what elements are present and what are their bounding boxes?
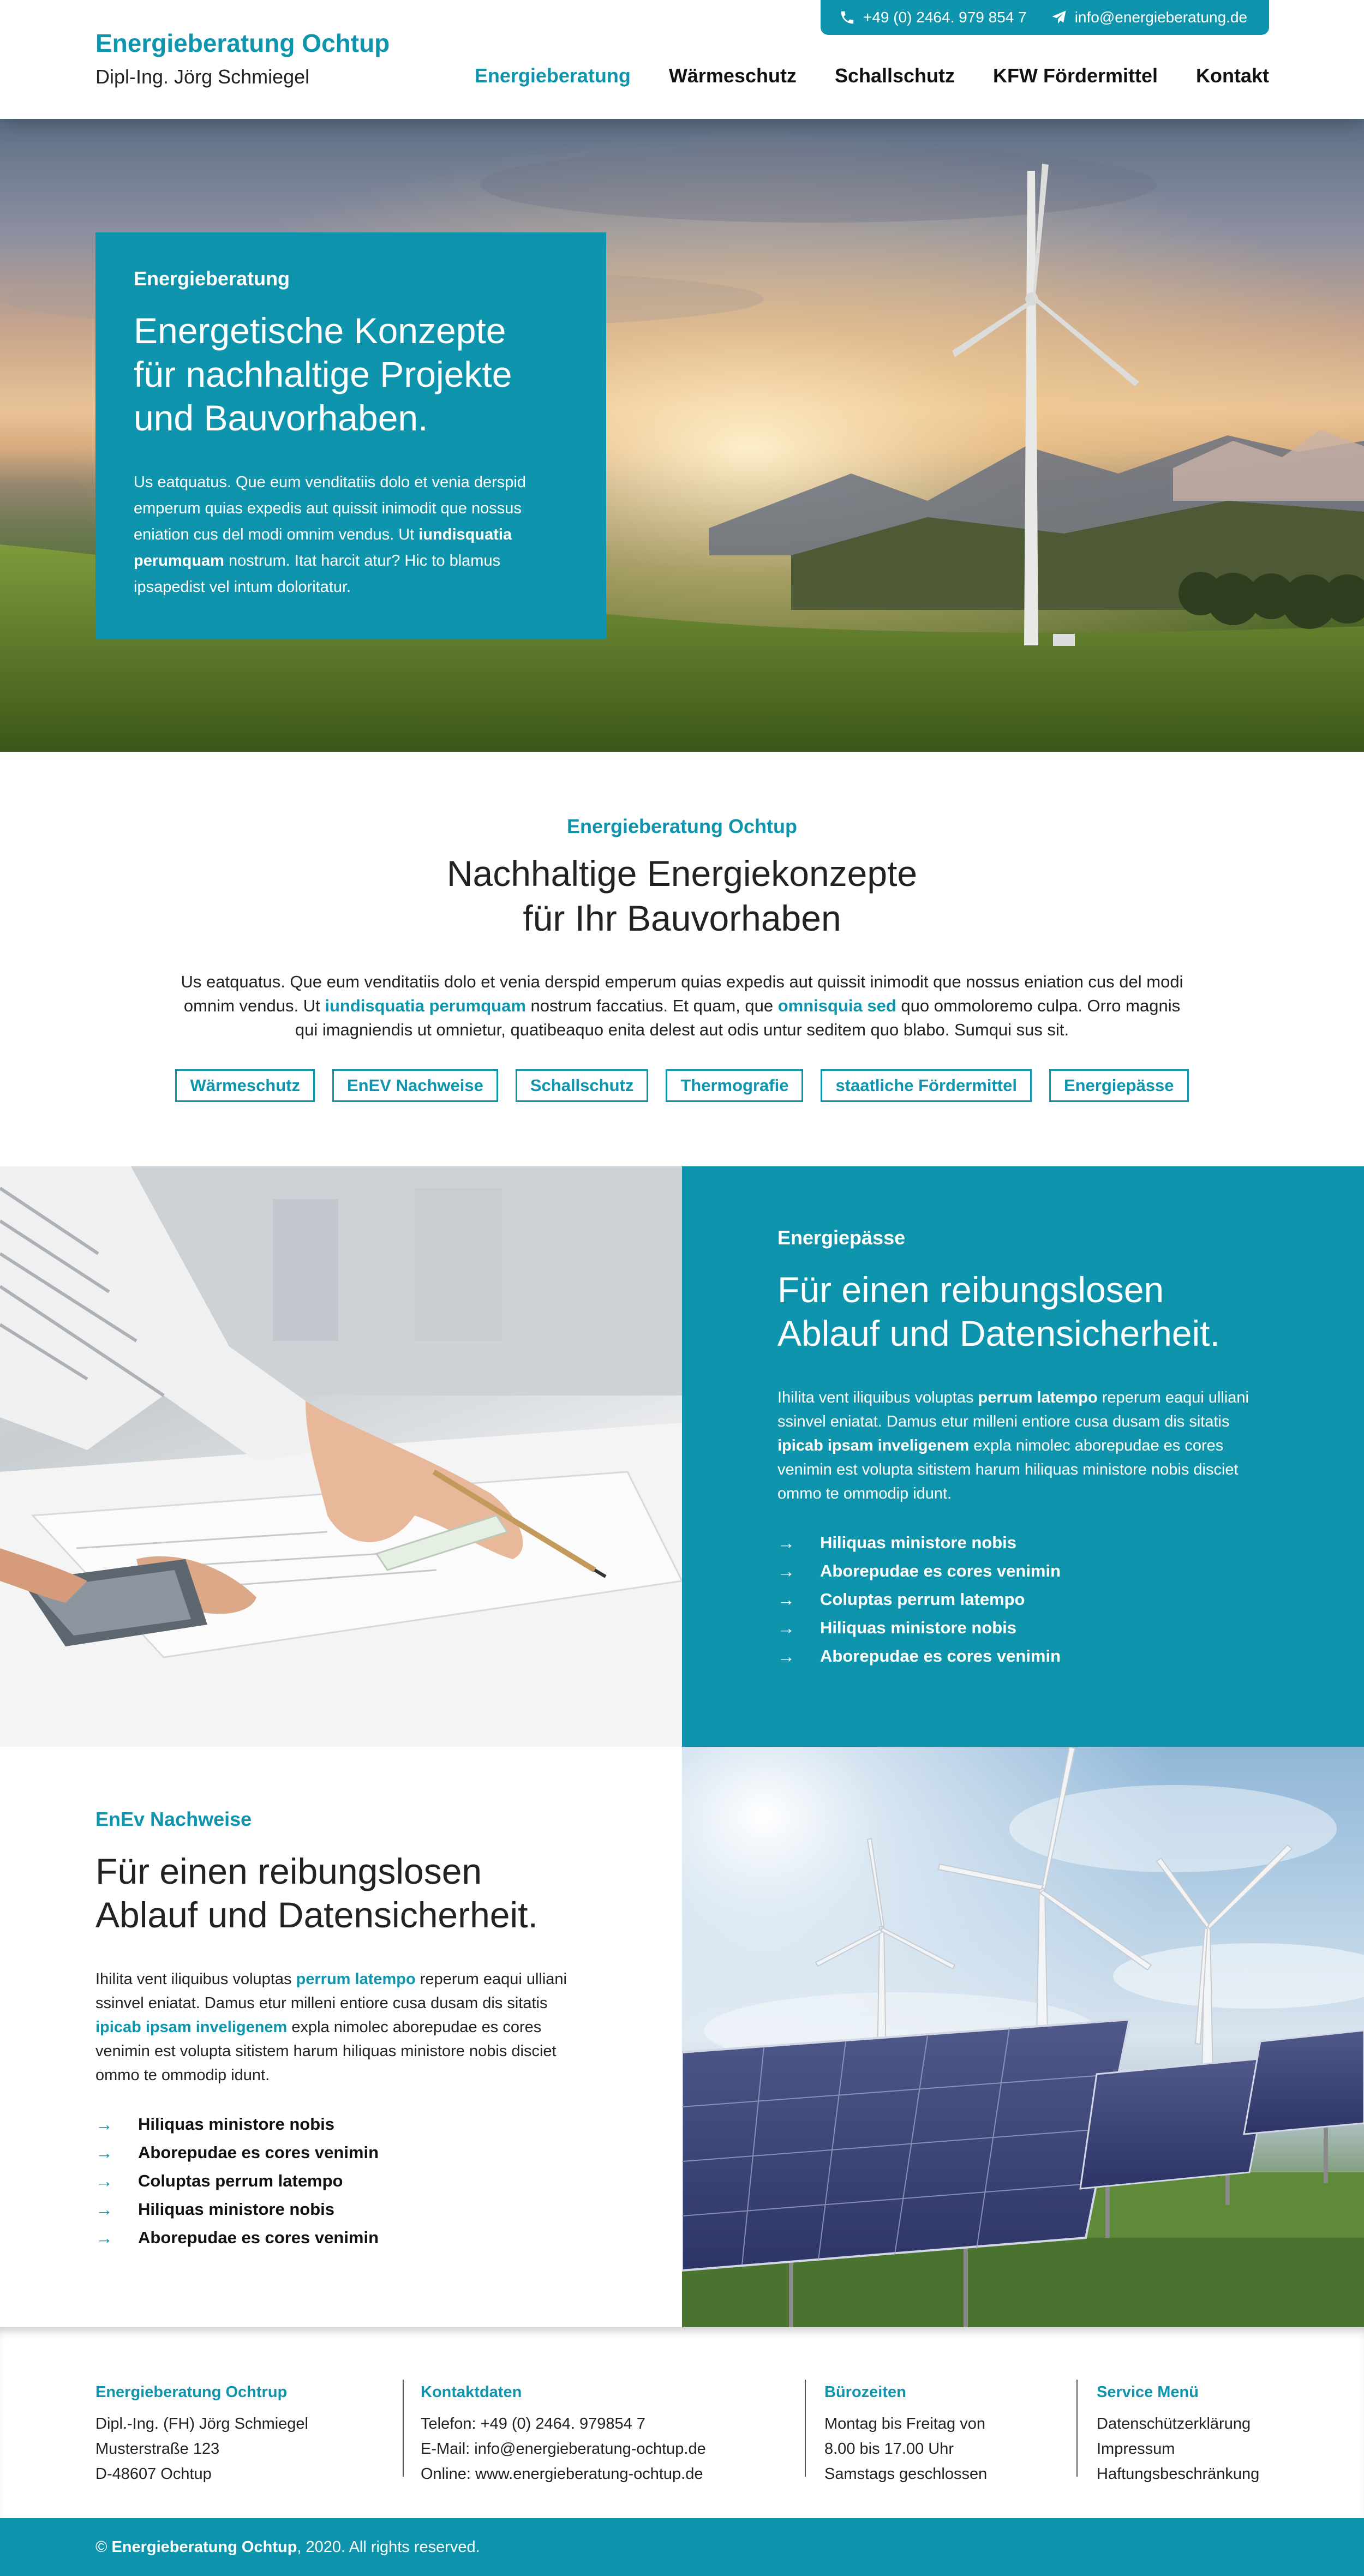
- section1-text: [777, 1386, 1268, 1506]
- footer-link-datenschutz[interactable]: Datenschützerklärung: [1097, 2415, 1251, 2433]
- footer-divider: [403, 2380, 404, 2477]
- list-item-label: Hiliquas ministore nobis: [138, 2114, 334, 2134]
- arrow-right-icon: →: [777, 1646, 795, 1666]
- hero-text-bold: iundisquatia perumquam: [134, 526, 512, 570]
- hero-title: [134, 309, 568, 440]
- tag-waermeschutz[interactable]: Wärmeschutz: [175, 1069, 315, 1102]
- site-footer: [0, 2327, 1364, 2518]
- footer-line: Dipl.-Ing. (FH) Jörg Schmiegel: [95, 2415, 308, 2433]
- footer-email[interactable]: E-Mail: info@energieberatung-ochtup.de: [421, 2440, 706, 2458]
- site-header: [0, 0, 1364, 119]
- intro-link[interactable]: iundisquatia perumquam: [325, 996, 526, 1015]
- architect-plans-illustration: [0, 1166, 682, 1747]
- intro-title-line1: Nachhaltige Energiekonzepte: [446, 853, 918, 894]
- footer-col-hours: [824, 2380, 987, 2487]
- solar-wind-illustration: [682, 1747, 1364, 2327]
- list-item: [777, 1585, 1268, 1614]
- nav-item-energieberatung[interactable]: Energieberatung: [474, 64, 631, 87]
- section2-text: [95, 1967, 587, 2087]
- energiepaesse-section: [682, 1166, 1364, 1747]
- footer-col-company: [95, 2380, 308, 2487]
- nav-item-kfw-foerdermittel[interactable]: KFW Fördermittel: [993, 64, 1158, 87]
- arrow-right-icon: →: [95, 2227, 113, 2248]
- section2-link[interactable]: ipicab ipsam inveligenem: [95, 2018, 288, 2036]
- copyright-brand: Energieberatung Ochtup: [111, 2538, 297, 2556]
- list-item-label: Coluptas perrum latempo: [138, 2171, 343, 2190]
- service-tags: [0, 1069, 1364, 1102]
- section1-title: [777, 1268, 1268, 1355]
- section2-eyebrow: EnEv Nachweise: [95, 1808, 252, 1830]
- nav-item-schallschutz[interactable]: Schallschutz: [834, 64, 955, 87]
- tag-energiepaesse[interactable]: Energiepässe: [1049, 1069, 1189, 1102]
- section1-title-line2: Ablauf und Datensicherheit.: [777, 1313, 1220, 1353]
- main-nav: [436, 64, 1269, 87]
- hero-text: [134, 469, 568, 600]
- hero-title-line2: für nachhaltige Projekte: [134, 354, 512, 394]
- footer-col-title: Energieberatung Ochtrup: [95, 2383, 288, 2401]
- email-address: info@energieberatung.de: [1074, 9, 1248, 26]
- list-item: [777, 1614, 1268, 1642]
- footer-line: Samstags geschlossen: [824, 2465, 988, 2483]
- arrow-right-icon: →: [95, 2142, 113, 2162]
- intro-eyebrow: Energieberatung Ochtup: [566, 815, 798, 837]
- phone-number: +49 (0) 2464. 979 854 7: [863, 9, 1027, 26]
- contact-bar: [821, 0, 1269, 35]
- hero-text-part: Us eatquatus. Que eum venditatiis dolo et venia derspid emperum quias expedis aut quissit inimodit que nossus eniation cus del modi omnim vendus. Ut: [134, 474, 526, 543]
- architect-plans-image: [0, 1166, 682, 1747]
- list-item: [777, 1557, 1268, 1585]
- section2-title-line1: Für einen reibungslosen: [95, 1851, 482, 1891]
- tag-enev-nachweise[interactable]: EnEV Nachweise: [332, 1069, 498, 1102]
- section1-text-bold: perrum latempo: [978, 1389, 1098, 1406]
- copyright-bar: [0, 2518, 1364, 2576]
- intro-text: [180, 970, 1184, 1042]
- footer-line: Musterstraße 123: [95, 2440, 220, 2458]
- list-item: [95, 2110, 587, 2138]
- footer-link-impressum[interactable]: Impressum: [1097, 2440, 1175, 2458]
- hero-eyebrow: Energieberatung: [134, 267, 290, 290]
- list-item: [95, 2224, 587, 2252]
- intro-section: [0, 752, 1364, 1166]
- section1-text-bold: ipicab ipsam inveligenem: [777, 1437, 970, 1454]
- arrow-right-icon: →: [777, 1589, 795, 1609]
- section2-text-part: expla nimolec aborepudae es cores venimin est volupta sitistem harum hiliquas ministore nobis disciet ommo te ommodip idunt.: [95, 2018, 557, 2084]
- section2-title-line2: Ablauf und Datensicherheit.: [95, 1895, 538, 1935]
- solar-wind-image: [682, 1747, 1364, 2327]
- arrow-right-icon: →: [777, 1532, 795, 1553]
- footer-line: D-48607 Ochtup: [95, 2465, 212, 2483]
- copyright-text: , 2020. All rights reserved.: [297, 2538, 480, 2556]
- section2-text-part: Ihilita vent iliquibus voluptas: [95, 1970, 296, 1988]
- arrow-right-icon: →: [95, 2171, 113, 2191]
- phone-link[interactable]: [839, 9, 1027, 26]
- list-item-label: Hiliquas ministore nobis: [820, 1533, 1016, 1552]
- hero-title-line1: Energetische Konzepte: [134, 310, 506, 351]
- tag-schallschutz[interactable]: Schallschutz: [516, 1069, 649, 1102]
- hero-title-line3: und Bauvorhaben.: [134, 398, 428, 438]
- brand-subtitle: Dipl-Ing. Jörg Schmiegel: [95, 65, 310, 88]
- intro-text-part: nostrum faccatius. Et quam, que: [525, 996, 778, 1015]
- section1-title-line1: Für einen reibungslosen: [777, 1269, 1164, 1310]
- hero-box: [95, 232, 606, 639]
- section1-text-part: reperum eaqui ulliani ssinvel eniatat. Damus etur milleni entiore cusa dusam dis sitatis: [777, 1389, 1249, 1430]
- list-item: [777, 1529, 1268, 1557]
- list-item-label: Hiliquas ministore nobis: [138, 2200, 334, 2219]
- brand-title[interactable]: Energieberatung Ochtup: [95, 29, 390, 57]
- list-item-label: Coluptas perrum latempo: [820, 1590, 1025, 1609]
- tag-staatliche-foerdermittel[interactable]: staatliche Fördermittel: [821, 1069, 1031, 1102]
- arrow-right-icon: →: [95, 2199, 113, 2219]
- list-item: [95, 2195, 587, 2224]
- section2-bullet-list: [95, 2110, 587, 2252]
- footer-phone[interactable]: Telefon: +49 (0) 2464. 979854 7: [421, 2415, 645, 2433]
- email-link[interactable]: [1051, 9, 1247, 26]
- section1-text-part: Ihilita vent iliquibus voluptas: [777, 1389, 978, 1406]
- arrow-right-icon: →: [777, 1561, 795, 1581]
- list-item-label: Aborepudae es cores venimin: [138, 2228, 379, 2247]
- hero-section: [0, 119, 1364, 752]
- footer-line: 8.00 bis 17.00 Uhr: [824, 2440, 954, 2458]
- intro-text-part: Us eatquatus. Que eum venditatiis dolo et venia derspid emperum quias expedis aut quissit inimodit que nossus eniation cus del modi omnim vendus. Ut: [181, 972, 1183, 1015]
- list-item-label: Aborepudae es cores venimin: [820, 1646, 1061, 1666]
- footer-col-title: Kontaktdaten: [421, 2383, 522, 2401]
- hero-text-part: nostrum. Itat harcit atur? Hic to blamus ipsapedist vel intum doloritatur.: [134, 552, 501, 596]
- footer-website[interactable]: Online: www.energieberatung-ochtup.de: [421, 2465, 703, 2483]
- list-item-label: Hiliquas ministore nobis: [820, 1618, 1016, 1637]
- footer-line: Montag bis Freitag von: [824, 2415, 985, 2433]
- phone-icon: [839, 9, 856, 26]
- section1-bullet-list: [777, 1529, 1268, 1670]
- nav-item-waermeschutz[interactable]: Wärmeschutz: [668, 64, 797, 87]
- intro-title: [0, 851, 1364, 940]
- section2-text-part: reperum eaqui ulliani ssinvel eniatat. Damus etur milleni entiore cusa dusam dis sitatis: [95, 1970, 567, 2012]
- arrow-right-icon: →: [95, 2114, 113, 2134]
- intro-text-part: quo ommoloremo culpa. Orro magnis qui imagniendis ut omnietur, quatibeaquo enita delest aut odis untur seditem quo blabo. Sumqui sus sit.: [295, 996, 1181, 1039]
- footer-col-title: Bürozeiten: [824, 2383, 906, 2401]
- section2-title: [95, 1849, 587, 1937]
- footer-col-service: [1097, 2380, 1259, 2487]
- copyright-symbol: ©: [95, 2538, 107, 2556]
- footer-col-contact: [421, 2380, 706, 2487]
- list-item: [777, 1642, 1268, 1670]
- list-item-label: Aborepudae es cores venimin: [820, 1561, 1061, 1580]
- footer-col-title: Service Menü: [1097, 2383, 1199, 2401]
- list-item: [95, 2138, 587, 2167]
- footer-divider: [805, 2380, 806, 2477]
- section2-link[interactable]: perrum latempo: [296, 1970, 416, 1988]
- paper-plane-icon: [1051, 9, 1067, 26]
- intro-title-line2: für Ihr Bauvorhaben: [523, 898, 841, 938]
- footer-divider: [1076, 2380, 1078, 2477]
- section1-eyebrow: Energiepässe: [777, 1226, 906, 1249]
- nav-item-kontakt[interactable]: Kontakt: [1196, 64, 1269, 87]
- tag-thermografie[interactable]: Thermografie: [666, 1069, 803, 1102]
- list-item: [95, 2167, 587, 2195]
- footer-link-haftung[interactable]: Haftungsbeschränkung: [1097, 2465, 1260, 2483]
- arrow-right-icon: →: [777, 1618, 795, 1638]
- enev-nachweise-section: [0, 1747, 682, 2327]
- list-item-label: Aborepudae es cores venimin: [138, 2143, 379, 2162]
- intro-link[interactable]: omnisquia sed: [777, 996, 896, 1015]
- section1-text-part: expla nimolec aborepudae es cores venimin est volupta sitistem harum hiliquas ministore nobis disciet ommo te ommodip idunt.: [777, 1437, 1239, 1502]
